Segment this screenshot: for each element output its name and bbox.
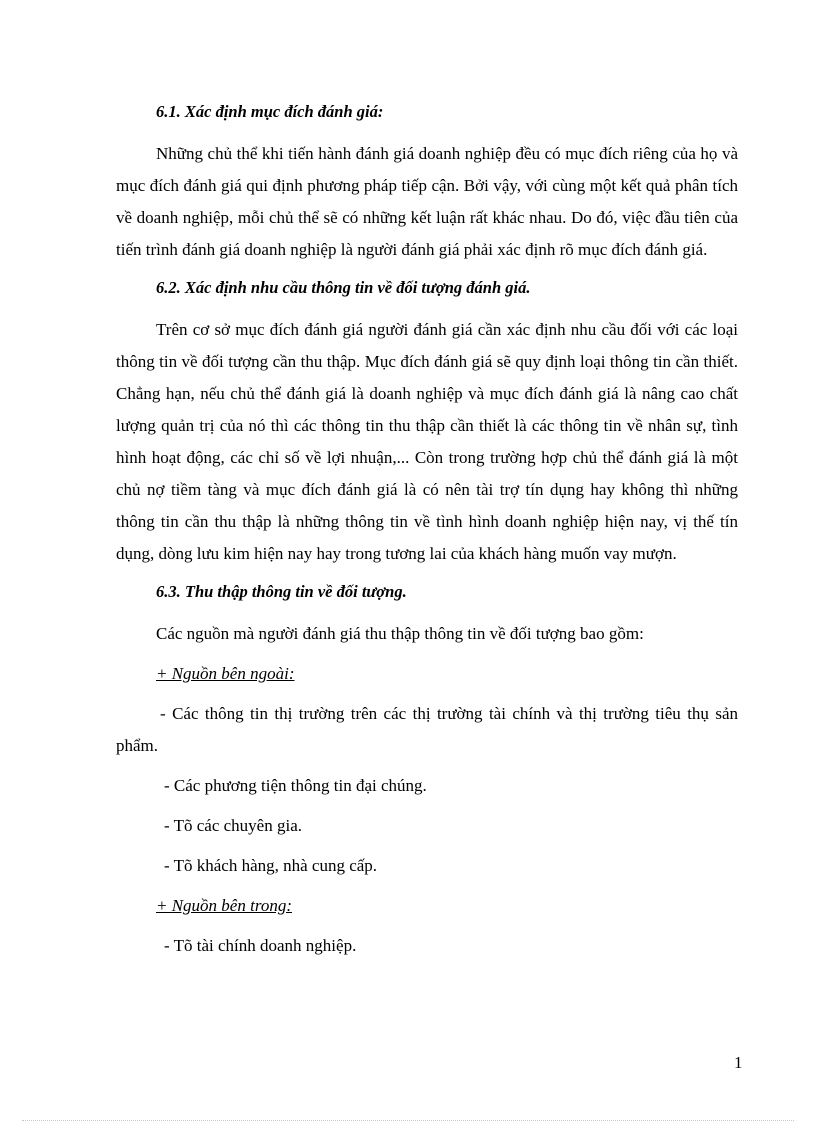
external-sources-label: + Nguồn bên ngoài: xyxy=(156,664,295,683)
section-paragraph-6-1: Những chủ thể khi tiến hành đánh giá doanh nghiệp đều có mục đích riêng của họ và mục đích đánh giá qui định phương pháp tiếp cận. Bởi vậy, với cùng một kết quả phân tích về doanh nghiệp, mỗi chủ thể sẽ có những kết luận rất khác nhau. Do đó, việc đầu tiên của tiến trình đánh giá doanh nghiệp là người đánh giá phải xác định rõ mục đích đánh giá. xyxy=(116,144,738,259)
page-bottom-divider xyxy=(22,1120,794,1121)
internal-source-item: - Tõ tài chính doanh nghiệp. xyxy=(164,936,357,955)
external-source-item: - Tõ khách hàng, nhà cung cấp. xyxy=(164,856,378,875)
external-source-item: - Tõ các chuyên gia. xyxy=(164,816,302,835)
page-number: 1 xyxy=(734,1053,743,1072)
section-heading-6-2: 6.2. Xác định nhu cầu thông tin về đối tượng đánh giá. xyxy=(156,278,531,297)
page-content xyxy=(116,100,738,970)
internal-sources-label: + Nguồn bên trong: xyxy=(156,896,292,915)
section-paragraph-6-2: Trên cơ sở mục đích đánh giá người đánh giá cần xác định nhu cầu đối với các loại thông tin về đối tượng cần thu thập. Mục đích đánh giá sẽ quy định loại thông tin cần thiết. Chẳng hạn, nếu chủ thể đánh giá là doanh nghiệp và mục đích đánh giá là nâng cao chất lượng quản trị của nó thì các thông tin thu thập cần thiết là các thông tin về nhân sự, tình hình hoạt động, các chỉ số về lợi nhuận,... Còn trong trường hợp chủ thể đánh giá là một chủ nợ tiềm tàng và mục đích đánh giá là có nên tài trợ tín dụng hay không thì những thông tin cần thu thập là những thông tin về tình hình doanh nghiệp hiện nay, vị thế tín dụng, dòng lưu kim hiện nay hay trong tương lai của khách hàng muốn vay mượn. xyxy=(116,320,738,563)
section-heading-6-1: 6.1. Xác định mục đích đánh giá: xyxy=(156,102,384,121)
section-intro-6-3: Các nguồn mà người đánh giá thu thập thông tin về đối tượng bao gồm: xyxy=(156,624,644,643)
external-source-item: - Các thông tin thị trường trên các thị trường tài chính và thị trường tiêu thụ sản phẩm. xyxy=(116,704,738,755)
section-heading-6-3: 6.3. Thu thập thông tin về đối tượng. xyxy=(156,582,407,601)
external-source-item: - Các phương tiện thông tin đại chúng. xyxy=(164,776,427,795)
